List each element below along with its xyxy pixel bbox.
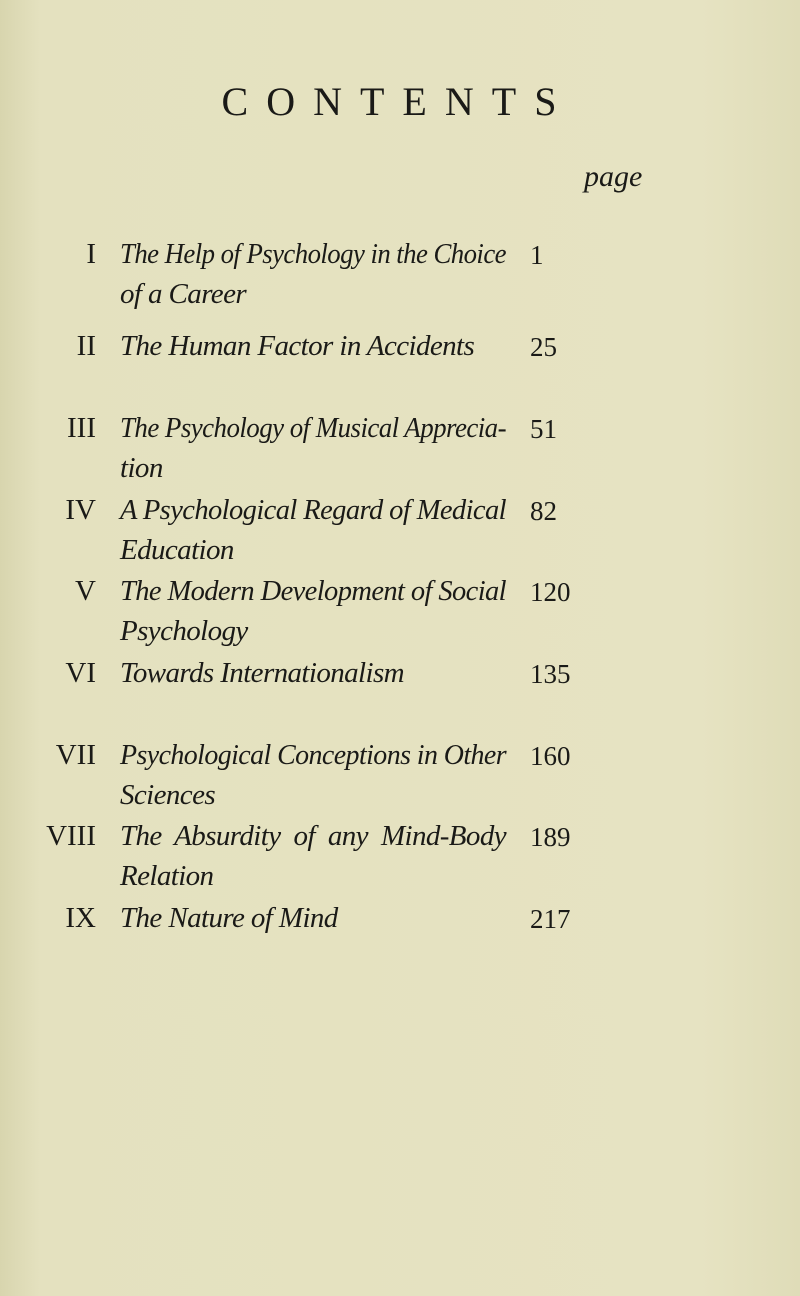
chapter-title-line: The Human Factor in Accidents <box>120 330 475 362</box>
page-column-label: page <box>584 160 643 193</box>
chapter-title-line: The Help of Psychology in the Choice <box>120 238 506 270</box>
page-number: 1 <box>530 240 544 270</box>
chapter-title-line: The Psychology of Musical Apprecia- <box>120 412 507 444</box>
page-number: 160 <box>530 741 571 771</box>
chapter-number: VII <box>55 739 96 771</box>
chapter-number: I <box>86 238 96 270</box>
chapter-number: VI <box>65 657 96 689</box>
chapter-title-line: Sciences <box>120 779 216 811</box>
chapter-title-line: tion <box>120 452 163 484</box>
chapter-title-line: of a Career <box>120 278 247 310</box>
chapter-title-line: The Nature of Mind <box>120 902 338 934</box>
page-number: 217 <box>530 904 571 934</box>
page-number: 25 <box>530 332 557 362</box>
chapter-title-line: Relation <box>120 860 214 892</box>
chapter-number: III <box>67 412 96 444</box>
chapter-number: V <box>75 575 96 607</box>
chapter-number: IX <box>65 902 96 934</box>
page-number: 120 <box>530 577 571 607</box>
chapter-title-line: Education <box>120 534 234 566</box>
chapter-title-line: Towards Internationalism <box>120 657 404 689</box>
chapter-number: IV <box>65 494 96 526</box>
chapter-number: VIII <box>46 820 96 852</box>
page-number: 82 <box>530 496 557 526</box>
chapter-title-line: A Psychological Regard of Medical <box>120 494 506 526</box>
page-number: 51 <box>530 414 557 444</box>
page-number: 189 <box>530 822 571 852</box>
chapter-number: II <box>76 330 96 362</box>
chapter-title-line: Psychological Conceptions in Other <box>120 739 507 771</box>
chapter-title-line: The Absurdity of any Mind-Body <box>120 820 506 852</box>
chapter-title-line: Psychology <box>120 615 248 647</box>
chapter-title-line: The Modern Development of Social <box>120 575 507 607</box>
page-number: 135 <box>530 659 571 689</box>
page-title: CONTENTS <box>221 79 575 124</box>
